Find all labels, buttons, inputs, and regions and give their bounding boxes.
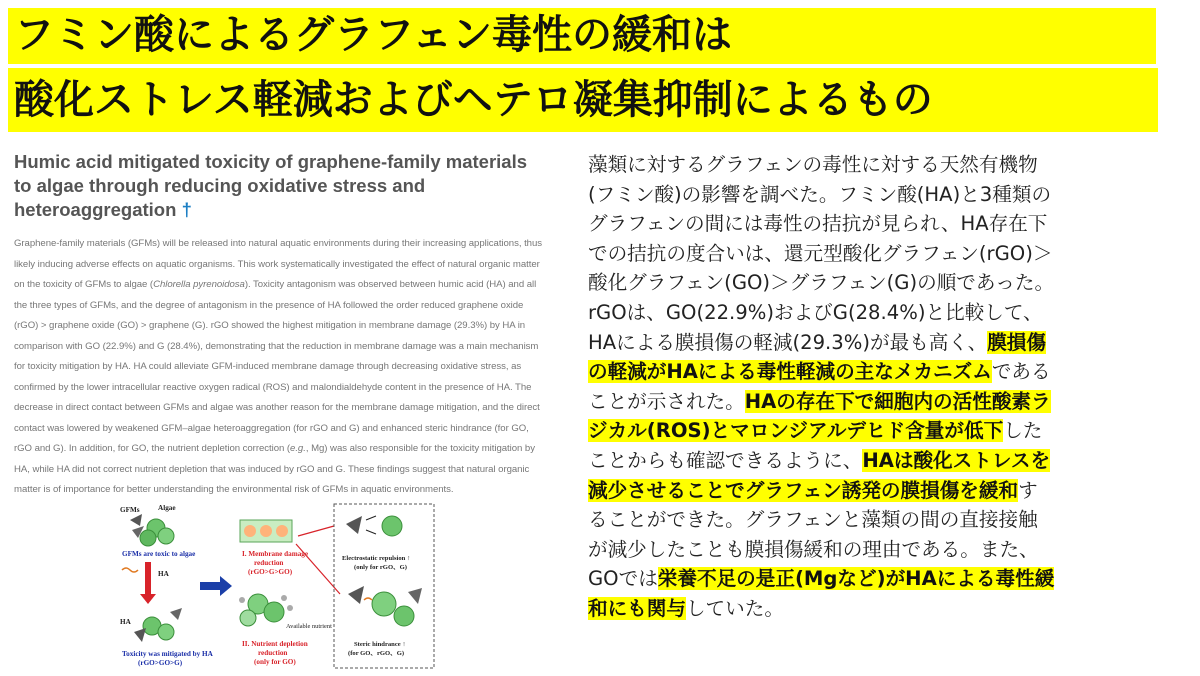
highlight-segment: ジカル(ROS)とマロンジアルデヒド含量が低下 — [588, 419, 1004, 443]
paper-title — [14, 150, 544, 222]
toc-steric: Steric hindrance ↑ — [354, 641, 406, 648]
summary-line — [588, 328, 1188, 358]
summary-line — [588, 594, 1188, 624]
summary-line — [588, 298, 1188, 328]
abstract-part-3: , Mg) was also responsible for the toxicity mitigation by HA, while HA did not correct nutrient depletion that was induced by rGO and G. These findings suggest that natural organic matter is of importance for better understanding the environmental risk of GFMs in aquatic environments. — [14, 443, 535, 495]
highlight-segment: HAは酸化ストレスを — [862, 448, 1051, 472]
summary-segment: ことからも確認できるように、 — [588, 448, 863, 472]
toc-mitigated-order: (rGO>GO>G) — [138, 659, 183, 667]
summary-line — [588, 268, 1188, 298]
highlight-segment: 栄養不足の是正(Mgなど)がHAによる毒性緩 — [657, 567, 1055, 591]
membrane-cells-icon — [240, 520, 292, 542]
summary-line — [588, 239, 1188, 269]
toc-available-nutrient: Available nutrient — [286, 623, 332, 630]
toc-electrostatic: Electrostatic repulsion ↑ — [342, 555, 411, 562]
arrow-to-steric-icon — [296, 544, 340, 594]
toc-graphic — [108, 500, 438, 672]
right-arrow-icon — [200, 576, 232, 596]
toc-nutrient-scope: (only for GO) — [254, 658, 296, 666]
summary-segment: が減少したことも膜損傷緩和の理由である。また、 — [588, 537, 1039, 561]
highlight-segment: 膜損傷 — [987, 330, 1046, 354]
highlight-segment: 和にも関与 — [588, 596, 686, 620]
summary-segment: ることができた。グラフェンと藻類の間の直接接触 — [588, 508, 1038, 532]
summary-segment: ことが示された。 — [588, 389, 745, 413]
toc-gfms-label: GFMs — [120, 506, 140, 514]
toc-nutrient-2: reduction — [258, 649, 288, 657]
toc-membrane-damage-2: reduction — [254, 559, 284, 567]
toc-ha2-label: HA — [120, 618, 131, 626]
slide-title-line-2: 酸化ストレス軽減およびヘテロ凝集抑制によるもの — [8, 68, 1158, 132]
summary-segment: していた。 — [685, 596, 784, 620]
algae-cluster-ha-icon — [134, 608, 182, 642]
toc-membrane-damage-1: I. Membrane damage — [242, 550, 309, 558]
summary-segment: rGOは、GO(22.9%)およびG(28.4%)と比較して、 — [588, 300, 1043, 324]
toc-steric-scope: (for GO、rGO、G) — [348, 650, 405, 657]
abstract-eg: e.g. — [290, 443, 306, 454]
electrostatic-icon — [346, 516, 402, 536]
summary-segment: HAによる膜損傷の軽減(29.3%)が最も高く、 — [588, 330, 988, 354]
summary-line — [588, 387, 1188, 417]
toc-algae-label: Algae — [158, 504, 176, 512]
summary-segment: GOでは — [588, 567, 658, 591]
paper-title-text: Humic acid mitigated toxicity of graphene-family materials to algae through reducing oxidative stress and heteroaggregation — [14, 151, 527, 220]
highlight-segment: の軽減がHAによる毒性軽減の主なメカニズム — [588, 360, 992, 384]
summary-segment: す — [1018, 478, 1038, 502]
summary-line — [588, 535, 1188, 565]
highlight-segment: 減少させることでグラフェン誘発の膜損傷を緩和 — [588, 478, 1019, 502]
summary-line — [588, 416, 1188, 446]
toc-electrostatic-scope: (only for rGO、G) — [354, 564, 407, 571]
highlight-segment: HAの存在下で細胞内の活性酸素ラ — [744, 389, 1051, 413]
summary-line — [588, 476, 1188, 506]
toc-nutrient-1: II. Nutrient depletion — [242, 640, 308, 648]
abstract-species: Chlorella pyrenoidosa — [153, 279, 245, 290]
summary-segment: である — [991, 360, 1051, 384]
summary-text — [588, 150, 1188, 624]
toc-mitigated-label: Toxicity was mitigated by HA — [122, 650, 213, 658]
algae-cluster-icon — [130, 514, 174, 546]
nutrient-algae-icon — [239, 594, 293, 626]
summary-line — [588, 564, 1188, 594]
toc-gfms-toxic-label: GFMs are toxic to algae — [122, 550, 196, 558]
summary-segment: 酸化グラフェン(GO)＞グラフェン(G)の順であった。 — [588, 271, 1055, 295]
slide-title-line-1: フミン酸によるグラフェン毒性の緩和は — [8, 8, 1156, 64]
toc-graphic-svg — [108, 500, 438, 672]
abstract-part-1: Graphene-family materials (GFMs) will be released into natural aquatic environments during their increasing applications, thus likely inducing adverse effects on aquatic organisms. This work systematically investigated the effect of natural organic matter on the toxicity of GFMs to algae ( — [14, 238, 543, 290]
ha-chain-icon — [122, 568, 138, 572]
steric-icon — [348, 586, 422, 626]
summary-line — [588, 209, 1188, 239]
summary-segment: (フミン酸)の影響を調べた。フミン酸(HA)と3種類の — [588, 182, 1052, 206]
abstract-part-2: ). Toxicity antagonism was observed between humic acid (HA) and all the three types of GFMs, and the degree of antagonism in the presence of HA followed the order reduced graphene oxide (rGO) > graphene oxide (GO) > graphene (G). rGO showed the highest mitigation in membrane damage (29.3%) by HA in comparison with GO (22.9%) and G (28.4%), demonstrating that the reduction in membrane damage was a main mechanism for toxicity mitigation by HA. HA could alleviate GFM-induced membrane damage through decreasing oxidative stress, as confirmed by the lower intracellular reactive oxygen radical (ROS) and malondialdehyde content in the presence of HA. The decrease in direct contact between GFMs and algae was another reason for the membrane damage mitigation, and the direct contact was lowered by weakened GFM–algae heteroaggregation (for rGO and G) and enhanced steric hindrance (for GO, rGO and G). In addition, for GO, the nutrient depletion correction ( — [14, 279, 540, 454]
down-arrowhead-icon — [140, 594, 156, 604]
summary-segment: グラフェンの間には毒性の拮抗が見られ、HA存在下 — [588, 212, 1048, 236]
summary-line — [588, 180, 1188, 210]
dagger-icon: † — [181, 199, 192, 220]
summary-segment: 藻類に対するグラフェンの毒性に対する天然有機物 — [588, 153, 1038, 176]
summary-line — [588, 446, 1188, 476]
summary-line — [588, 357, 1188, 387]
paper-abstract — [14, 234, 548, 501]
arrow-to-electrostatic-icon — [298, 526, 334, 536]
toc-ha-label: HA — [158, 570, 169, 578]
summary-segment: した — [1003, 419, 1043, 443]
toc-membrane-order: (rGO>G>GO) — [248, 568, 293, 576]
summary-line — [588, 150, 1188, 180]
summary-segment: での拮抗の度合いは、還元型酸化グラフェン(rGO)＞ — [588, 241, 1053, 265]
summary-line — [588, 505, 1188, 535]
